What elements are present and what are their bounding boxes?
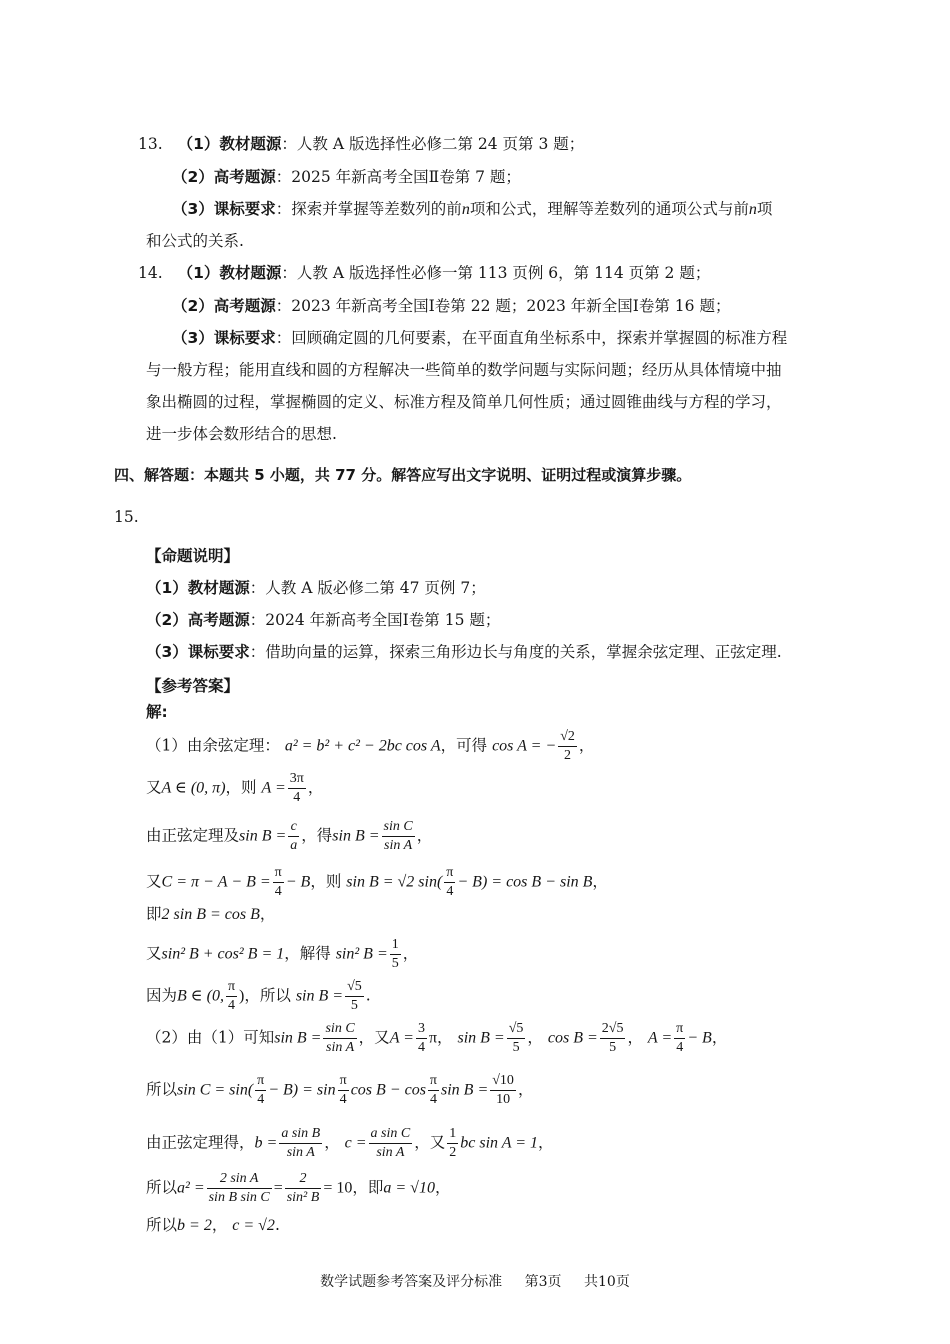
step1-connector: ，可得 [440, 736, 488, 755]
q13-line1 [138, 133, 584, 155]
step4-fraction2 [444, 864, 455, 901]
q14-exam-text: ：2023 年新高考全国Ⅰ卷第 22 题；2023 年新全国Ⅰ卷第 16 题； [275, 297, 731, 315]
step3-num2: sin C [382, 818, 415, 837]
step4-fraction [273, 864, 284, 901]
step3-prefix: 由正弦定理及 [146, 826, 240, 845]
step11-a-result: a = √10 [383, 1179, 435, 1197]
step4-den2: 4 [446, 884, 454, 899]
q15-line-exam [146, 609, 500, 631]
step11-connector: ，即 [352, 1178, 384, 1197]
step4-sin-expr: sin B = √2 sin( [346, 873, 443, 891]
step9-num3: π [428, 1072, 439, 1091]
step9-fraction4 [490, 1072, 516, 1109]
step9-sinc: sin C = sin( [177, 1081, 254, 1099]
step12-b-result: b = 2 [177, 1217, 212, 1234]
step10-num3: 1 [447, 1125, 458, 1144]
step1-cosine-law: a² = b² + c² − 2bc cos A [284, 737, 441, 755]
solution-step-4: 又C = π − A − B = $\frac{\pi}{4}$ − B，则 sin B = √2 sin( $\frac{\pi}{4}$ − B) = cos B − sin B， [146, 865, 608, 899]
q15-line-standard [146, 641, 782, 663]
step9-prefix: 所以 [146, 1080, 178, 1099]
step7-den: 4 [228, 998, 235, 1013]
step3-connector: ，得 [301, 826, 333, 845]
step4-num2: π [444, 864, 455, 883]
solution-step-8: （2）由（1）可知sin B = $\frac{\text{sin C}}{\text{sin A}}$ ，又A = $\frac{3}{4}$ π， sin B = $\frac{√5}{5}$ ， cos B = $\frac{2√5}{5}$ ， A = $\frac{\pi}{4}$ − B， [146, 1021, 728, 1055]
step11-num2: 2 [285, 1170, 322, 1189]
step8-den4: 5 [609, 1040, 617, 1055]
q13-textbook-text: ：人教 A 版选择性必修二第 24 页第 3 题； [281, 135, 585, 153]
step5-prefix: 即 [146, 905, 162, 923]
step9-den2: 4 [339, 1092, 347, 1107]
solution-step-5: 即2 sin B = cos B， [146, 905, 276, 923]
solution-step-12: 所以b = 2， c = √2. [146, 1216, 280, 1234]
q13-line2 [172, 166, 521, 188]
solution-step-9: 所以sin C = sin( $\frac{\pi}{4}$ − B) = sin $\frac{\pi}{4}$ cos B − cos $\frac{\pi}{4}$ sin B = $\frac{√10}{10}$ ， [146, 1073, 534, 1107]
step3-den: a [290, 838, 298, 853]
step7-num2: √5 [345, 978, 364, 997]
solution-step-3: 由正弦定理及sin B = $\frac{c}{a}$ ，得sin B = $\frac{\text{sin C}}{\text{sin A}}$ ， [146, 819, 433, 853]
step3-lhs2: sin B = [332, 827, 380, 845]
step3-fraction [288, 818, 299, 855]
step7-domain: B ∈ (0, [177, 987, 224, 1005]
q13-standard-text: ：探索并掌握等差数列的前 [275, 200, 462, 218]
step11-a2: a² = [177, 1179, 205, 1197]
step8-prefix: （2）由（1）可知 [146, 1028, 275, 1047]
step8-cosb: cos B = [547, 1029, 598, 1047]
step10-area: bc sin A = 1 [460, 1134, 539, 1152]
step9-fraction2 [338, 1072, 349, 1109]
step10-num1: a sin B [279, 1125, 322, 1144]
step11-den1: sin B sin C [208, 1190, 270, 1205]
step2-den: 4 [293, 790, 301, 805]
q15-exam-text: ：2024 年新高考全国Ⅰ卷第 15 题； [249, 611, 501, 629]
q15-standard-text: ：借助向量的运算，探索三角形边长与角度的关系，掌握余弦定理、正弦定理. [249, 643, 782, 661]
step9-den1: 4 [257, 1092, 265, 1107]
step1-num: √2 [558, 728, 577, 747]
step7-connector: ，所以 [244, 986, 291, 1005]
step9-num4: √10 [490, 1072, 516, 1091]
q14-textbook-text: ：人教 A 版选择性必修一第 113 页例 6，第 114 页第 2 题； [281, 264, 711, 282]
step4-connector: ，则 [310, 872, 342, 891]
step4-angle-c: C = π − A − B = [161, 873, 271, 891]
step6-den: 5 [391, 956, 399, 971]
q14-line6: 进一步体会数形结合的思想. [146, 425, 337, 443]
solution-step-2: 又A ∈ (0, π)，则 A = $\frac{3\pi}{4}$ ， [146, 771, 324, 805]
step1-fraction [558, 728, 577, 765]
q14-line3 [172, 327, 787, 349]
step1-prefix: （1）由余弦定理： [146, 736, 280, 755]
step6-identity: sin² B + cos² B = 1 [161, 945, 285, 963]
step9-den3: 4 [429, 1092, 437, 1107]
step10-b-eq: b = [254, 1134, 278, 1152]
q15-intro-title: 【命题说明】 [146, 547, 240, 565]
q14-exam-label: （2）高考题源 [172, 297, 276, 315]
step8-num4: 2√5 [600, 1020, 626, 1039]
step9-den4: 10 [496, 1092, 511, 1107]
q13-n-var2: n [748, 201, 757, 218]
step7-lhs: sin B = [295, 987, 344, 1005]
step8-num1: sin C [323, 1020, 356, 1039]
step7-prefix: 因为 [146, 986, 178, 1005]
q13-n-var: n [461, 201, 470, 218]
step2-connector: ，则 [225, 778, 257, 797]
step11-fraction2 [285, 1170, 322, 1207]
step8-fraction1 [323, 1020, 356, 1057]
step6-lhs: sin² B = [335, 945, 388, 963]
step8-a-eq2: A = [647, 1029, 673, 1047]
step7-den2: 5 [350, 998, 358, 1013]
step8-fraction2 [416, 1020, 427, 1057]
step10-den1: sin A [286, 1145, 315, 1160]
solution-step-7: 因为B ∈ (0, $\frac{\pi}{4}$ )，所以 sin B = $\frac{√5}{5}$ . [146, 979, 371, 1013]
q14-line5: 象出椭圆的过程，掌握椭圆的定义、标准方程及简单几何性质；通过圆锥曲线与方程的学习， [146, 393, 782, 411]
step9-num2: π [338, 1072, 349, 1091]
q14-line4: 与一般方程；能用直线和圆的方程解决一些简单的数学问题与实际问题；经历从具体情境中抽 [146, 361, 782, 379]
step4-minus-b: − B [285, 873, 311, 891]
step10-den3: 2 [449, 1145, 457, 1160]
step10-fraction2 [369, 1125, 413, 1162]
q15-jie: 解: [146, 703, 168, 721]
step12-c-result: c = √2 [232, 1217, 275, 1234]
step8-a-eq: A = [389, 1029, 414, 1047]
step3-den2: sin A [384, 838, 413, 853]
step9-num1: π [255, 1072, 266, 1091]
q15-standard-label: （3）课标要求 [146, 643, 250, 661]
step9-expand: − B) = sin [268, 1081, 336, 1099]
step3-num: c [288, 818, 299, 837]
step10-num2: a sin C [369, 1125, 413, 1144]
step7-fraction [226, 978, 237, 1015]
step10-fraction1 [279, 1125, 322, 1162]
step9-fraction3 [428, 1072, 439, 1109]
step10-fraction3 [447, 1125, 458, 1162]
step2-prefix: 又 [146, 778, 162, 797]
q14-line2 [172, 295, 730, 317]
q14-standard-text: ：回顾确定圆的几何要素，在平面直角坐标系中，探索并掌握圆的标准方程 [275, 329, 788, 347]
step9-fraction1 [255, 1072, 266, 1109]
step11-den2: sin² B [286, 1190, 320, 1205]
step5-eq: 2 sin B = cos B [161, 906, 260, 923]
step11-num1: 2 sin A [207, 1170, 272, 1189]
step6-num: 1 [390, 936, 401, 955]
page-footer [0, 1272, 950, 1292]
step8-fraction3 [507, 1020, 526, 1057]
step8-num2: 3 [416, 1020, 427, 1039]
step1-lhs: cos A = − [492, 737, 557, 755]
q15-number: 15. [114, 508, 139, 526]
step8-fraction4 [600, 1020, 626, 1057]
step8-sinb2: sin B = [457, 1029, 505, 1047]
q13-exam-text: ：2025 年新高考全国Ⅱ卷第 7 题； [275, 168, 521, 186]
step8-den1: sin A [326, 1040, 355, 1055]
footer-title: 数学试题参考答案及评分标准 [320, 1274, 503, 1290]
step6-connector: ，解得 [284, 944, 331, 963]
q13-exam-label: （2）高考题源 [172, 168, 276, 186]
q15-textbook-text: ：人教 A 版必修二第 47 页例 7； [249, 579, 486, 597]
step4-num: π [273, 864, 284, 883]
step11-fraction1 [207, 1170, 272, 1207]
step2-domain: A ∈ (0, π) [161, 779, 226, 797]
step10-c-eq: c = [344, 1134, 367, 1152]
step6-fraction [390, 936, 401, 973]
step8-num5: π [674, 1020, 685, 1039]
step11-value: = 10 [323, 1179, 353, 1197]
step7-fraction2 [345, 978, 364, 1015]
solution-step-6: 又sin² B + cos² B = 1，解得 sin² B = $\frac{1}{5}$ ， [146, 937, 419, 971]
step8-minus-b: − B [687, 1029, 712, 1047]
step8-sinb: sin B = [274, 1029, 322, 1047]
step8-fraction5 [674, 1020, 685, 1057]
q13-standard-text3: 项 [756, 200, 773, 218]
step7-num: π [226, 978, 237, 997]
step6-prefix: 又 [146, 944, 162, 963]
q13-number: 13. [138, 135, 163, 153]
step8-connector: ，又 [358, 1028, 390, 1047]
step8-den3: 5 [512, 1040, 520, 1055]
step8-pi: π [428, 1029, 438, 1047]
footer-total-pages: 共10页 [584, 1274, 630, 1290]
step2-num: 3π [288, 770, 306, 789]
solution-step-11: 所以a² = $\frac{\text{2 sin A}}{\text{sin B sin C}}$ = $\frac{2}{\text{sin² B}}$ = 10，即a = √10， [146, 1171, 451, 1205]
step4-result: − B) = cos B − sin B [457, 873, 593, 891]
step8-num3: √5 [507, 1020, 526, 1039]
q15-textbook-label: （1）教材题源 [146, 579, 250, 597]
step9-cos-term: cos B − cos [350, 1081, 426, 1099]
step4-den: 4 [274, 884, 282, 899]
step8-den2: 4 [417, 1040, 425, 1055]
q13-line4: 和公式的关系. [146, 232, 244, 250]
step3-lhs: sin B = [239, 827, 287, 845]
q14-number: 14. [138, 264, 163, 282]
q13-textbook-label: （1）教材题源 [177, 135, 282, 153]
step11-eq: = [273, 1179, 283, 1197]
step9-sin-term: sin B = [441, 1081, 489, 1099]
section-heading: 四、解答题：本题共 5 小题，共 77 分。解答应写出文字说明、证明过程或演算步骤。 [114, 466, 692, 484]
q13-standard-label: （3）课标要求 [172, 200, 276, 218]
q14-standard-label: （3）课标要求 [172, 329, 276, 347]
step1-den: 2 [564, 748, 572, 763]
q13-standard-text2: 项和公式，理解等差数列的通项公式与前 [469, 200, 749, 218]
step8-den5: 4 [676, 1040, 684, 1055]
q15-answer-title: 【参考答案】 [146, 677, 240, 695]
q14-textbook-label: （1）教材题源 [177, 264, 282, 282]
step4-prefix: 又 [146, 872, 162, 891]
step11-prefix: 所以 [146, 1178, 178, 1197]
solution-step-1: （1）由余弦定理： a² = b² + c² − 2bc cos A，可得 cos A = − $\frac{√2}{2}$ ， [146, 729, 595, 763]
footer-page-number: 第3页 [524, 1274, 562, 1290]
step10-den2: sin A [376, 1145, 405, 1160]
step7-close: ) [239, 987, 245, 1005]
step2-fraction [288, 770, 306, 807]
q13-line3 [172, 198, 772, 221]
step12-prefix: 所以 [146, 1216, 178, 1234]
step2-lhs: A = [261, 779, 286, 797]
q14-line1 [138, 262, 710, 284]
step10-prefix: 由正弦定理得， [146, 1133, 255, 1152]
solution-step-10: 由正弦定理得，b = $\frac{\text{a sin B}}{\text{sin A}}$ ， c = $\frac{\text{a sin C}}{\text{sin A}}$ ，又 $\frac{1}{2}$ bc sin A = 1， [146, 1126, 554, 1160]
q15-line-textbook [146, 577, 486, 599]
step10-connector: ，又 [414, 1133, 446, 1152]
q15-exam-label: （2）高考题源 [146, 611, 250, 629]
step3-fraction2 [382, 818, 415, 855]
